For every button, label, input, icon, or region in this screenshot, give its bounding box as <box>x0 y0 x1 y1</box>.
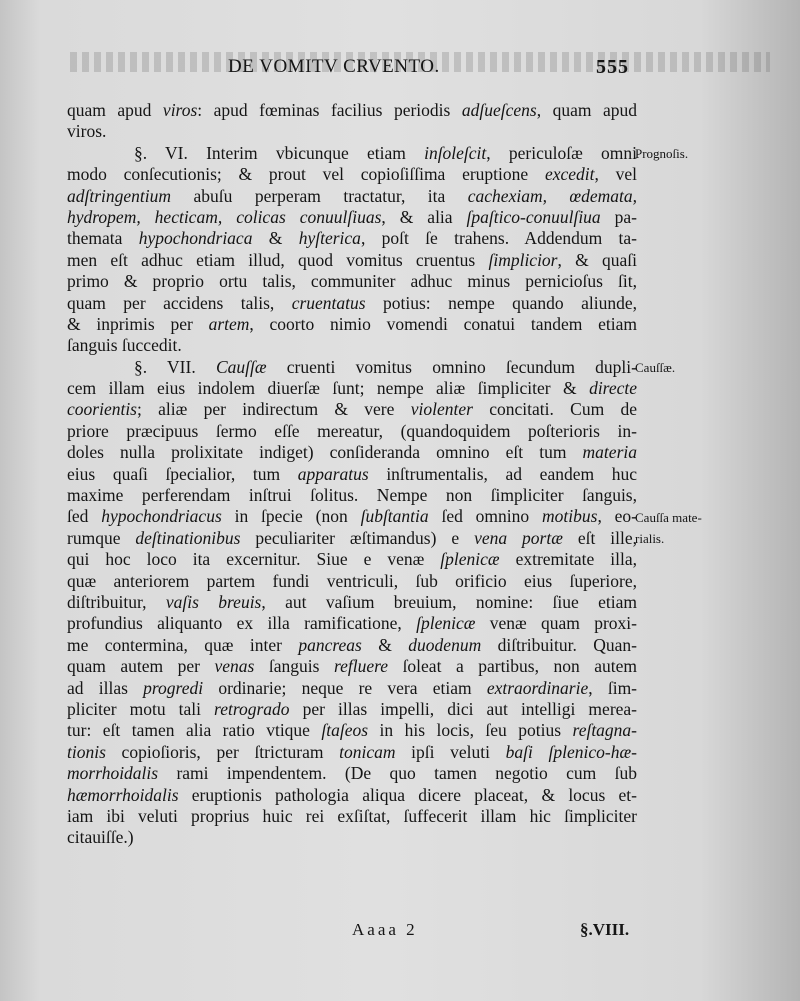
text-run: ; aliæ per indirectum & vere <box>137 399 411 420</box>
text-run: ſanguis ſuccedit. <box>67 335 182 356</box>
text-run: cem illam eius indolem diuerſæ ſunt; nempe aliæ ſimpliciter & <box>67 378 590 399</box>
text-run: ſed <box>67 506 102 527</box>
text-run: qui hoc loco ita excernitur. Siue e venæ <box>67 549 441 570</box>
page-number: 555 <box>596 56 629 78</box>
text-line <box>67 335 637 356</box>
text-line <box>67 827 637 848</box>
margin-note: Cauſſæ. <box>635 359 676 375</box>
text-line <box>67 592 637 613</box>
text-run: , vel <box>594 164 637 185</box>
margin-note: Prognoſis. <box>635 145 689 161</box>
italic-term: inſoleſcit <box>424 142 487 163</box>
italic-term: colicas conuulſiuas <box>236 206 382 227</box>
text-run: eruptionis pathologia aliqua dicere placeat, & locus et- <box>178 784 637 805</box>
italic-term: ſtaſeos <box>321 720 369 741</box>
text-line <box>67 293 637 314</box>
text-run: profundius aliquanto ex illa ramificatione, <box>67 613 417 634</box>
italic-term: violenter <box>410 399 473 420</box>
text-line <box>67 121 637 142</box>
text-run: potius: nempe quando aliunde, <box>365 292 637 313</box>
italic-term: tionis <box>67 741 106 762</box>
text-run: per illas impelli, dici aut intelligi merea- <box>289 698 638 719</box>
text-line <box>67 742 637 763</box>
text-run: ordinarie; neque re vera etiam <box>203 677 487 698</box>
italic-term: adſtringentium <box>67 185 172 206</box>
text-run: : apud fœminas facilius periodis <box>197 100 462 120</box>
text-line <box>67 228 637 249</box>
text-line <box>67 549 637 570</box>
text-run: pa- <box>600 206 637 227</box>
italic-term: morrhoidalis <box>67 763 159 784</box>
text-run: ſanguis <box>254 656 334 677</box>
italic-term: directe <box>589 378 637 399</box>
text-line <box>67 378 637 399</box>
text-run: diſtribuitur, <box>67 591 166 612</box>
text-run: extremitate illa, <box>499 549 637 570</box>
italic-term: materia <box>582 442 637 463</box>
text-line <box>67 506 637 527</box>
text-line <box>67 271 637 292</box>
text-line <box>67 100 637 121</box>
text-line <box>67 314 637 335</box>
text-run: maxime perferendam inſtrui ſolitus. Nempe non ſimpliciter ſanguis, <box>67 485 637 506</box>
text-run: , aut vaſium breuium, nomine: ſiue etiam <box>261 591 637 612</box>
italic-term: cruentatus <box>291 292 366 313</box>
italic-term: excedit <box>544 164 595 185</box>
text-run: & inprimis per <box>67 313 209 334</box>
text-run: , ſim- <box>588 677 638 698</box>
italic-term: ſimplicior <box>488 249 558 270</box>
italic-term: tonicam <box>339 741 396 762</box>
main-text-block <box>67 100 637 849</box>
italic-term: apparatus <box>297 463 369 484</box>
text-line <box>67 442 637 463</box>
italic-term: hydropem, hecticam, <box>67 206 223 227</box>
text-run: , poſt ſe trahens. Addendum ta- <box>360 228 637 249</box>
text-line <box>67 785 637 806</box>
italic-term: cachexiam, œdemata, <box>467 185 637 206</box>
text-run: doles nulla prolixitate indiget) conſideranda omnino eſt tum <box>67 442 583 463</box>
italic-term: baſi ſplenico-hæ- <box>505 741 637 762</box>
text-run: peculiariter æſtimandus) e <box>240 527 475 548</box>
text-run: & <box>252 228 299 249</box>
text-run: , quam apud <box>536 100 637 120</box>
text-run: eius quaſi ſpecialior, tum <box>67 463 298 484</box>
text-line <box>67 571 637 592</box>
text-run: tur: eſt tamen alia ratio vtique <box>67 720 322 741</box>
italic-term: refluere <box>333 656 389 677</box>
text-run <box>222 207 236 227</box>
italic-term: retrogrado <box>214 698 290 719</box>
text-run: rumque <box>67 527 136 548</box>
text-run: ipſi veluti <box>395 741 506 762</box>
text-run: , eo- <box>597 506 637 527</box>
text-line <box>67 613 637 634</box>
italic-term: ſplenicæ <box>440 549 500 570</box>
text-line <box>67 207 637 228</box>
text-run: ſed omnino <box>428 506 542 527</box>
text-run: , & quaſi <box>557 249 637 270</box>
text-run: abuſu perperam tractatur, ita <box>171 185 468 206</box>
text-run: concitati. Cum de <box>472 399 637 420</box>
margin-note: Cauſſa mate- <box>635 509 702 525</box>
text-run: eſt ille, <box>562 527 637 548</box>
text-run: §. VI. Interim vbicunque etiam <box>134 142 425 163</box>
text-run: inſtrumentalis, ad eandem huc <box>368 463 637 484</box>
text-line <box>67 699 637 720</box>
text-run: men eſt adhuc etiam illud, quod vomitus cruentus <box>67 249 489 270</box>
text-line <box>67 678 637 699</box>
text-run: priore præcipuus ſermo eſſe mereatur, (quandoquidem poſterioris in- <box>67 420 637 441</box>
text-run: & <box>361 634 409 655</box>
italic-term: duodenum <box>408 634 482 655</box>
text-line <box>67 421 637 442</box>
italic-term: deſtinationibus <box>135 527 241 548</box>
text-line <box>67 806 637 827</box>
text-run: modo conſecutionis; & prout vel copioſiſſima eruptione <box>67 164 545 185</box>
text-run: quam per accidens talis, <box>67 292 292 313</box>
text-run: venæ quam proxi- <box>475 613 637 634</box>
text-line <box>67 485 637 506</box>
text-run: themata <box>67 228 139 249</box>
text-run: primo & proprio ortu talis, communiter adhuc minus pernicioſus ſit, <box>67 271 637 292</box>
italic-term: ſpaſtico-conuulſiua <box>466 206 601 227</box>
italic-term: vena portæ <box>474 527 563 548</box>
italic-term: coorientis <box>67 399 137 420</box>
italic-term: reſtagna- <box>572 720 638 741</box>
italic-term: hypochondriaca <box>138 228 253 249</box>
text-run: viros. <box>67 121 107 142</box>
italic-term: venas <box>214 656 255 677</box>
text-line <box>67 635 637 656</box>
text-run: rami impendentem. (De quo tamen negotio cum ſub <box>158 763 637 784</box>
italic-term: pancreas <box>298 634 362 655</box>
text-run: copioſioris, per ſtricturam <box>105 741 340 762</box>
text-run: , periculoſæ omni <box>486 142 637 163</box>
text-run: ad illas <box>67 677 144 698</box>
text-run: ſoleat a partibus, non autem <box>388 656 638 677</box>
text-run: cruenti vomitus omnino ſecundum dupli- <box>266 356 637 377</box>
italic-term: hæmorrhoidalis <box>67 784 179 805</box>
text-run: diſtribuitur. Quan- <box>481 634 637 655</box>
text-run: §. VII. <box>134 356 216 377</box>
text-run: quæ anteriorem partem fundi ventriculi, ſub orificio eius ſuperiore, <box>67 570 637 591</box>
italic-term: vaſis breuis <box>165 591 262 612</box>
italic-term: Cauſſæ <box>215 356 267 377</box>
text-line <box>67 186 637 207</box>
text-line <box>67 528 637 549</box>
text-run: in ſpecie (non <box>221 506 361 527</box>
text-run: , & alia <box>381 206 467 227</box>
text-run: me contermina, quæ inter <box>67 634 299 655</box>
italic-term: hyſterica <box>298 228 361 249</box>
italic-term: ſplenicæ <box>416 613 476 634</box>
running-header: DE VOMITV CRVENTO. <box>228 56 440 77</box>
italic-term: ſubſtantia <box>360 506 429 527</box>
signature-mark: Aaaa 2 <box>352 920 418 939</box>
text-run: quam apud <box>67 100 163 120</box>
margin-note: rialis. <box>635 531 665 546</box>
italic-term: adſueſcens <box>461 100 537 120</box>
text-line <box>67 250 637 271</box>
text-line <box>67 357 637 378</box>
italic-term: artem <box>208 313 250 334</box>
text-run: citauiſſe.) <box>67 827 134 848</box>
italic-term: progredi <box>143 677 204 698</box>
italic-term: viros <box>162 100 198 120</box>
text-line <box>67 143 637 164</box>
text-line <box>67 464 637 485</box>
text-line <box>67 763 637 784</box>
italic-term: motibus <box>542 506 598 527</box>
catchword: §.VIII. <box>580 920 630 939</box>
text-line <box>67 399 637 420</box>
text-run: pliciter motu tali <box>67 698 215 719</box>
italic-term: hypochondriacus <box>101 506 222 527</box>
text-run: iam ibi veluti proprius huic rei exſiſtat, ſuffecerit illam hic ſimpliciter <box>67 805 637 826</box>
italic-term: extraordinarie <box>486 677 589 698</box>
text-run: quam autem per <box>67 656 215 677</box>
text-line <box>67 720 637 741</box>
text-run: , coorto nimio vomendi conatui tandem etiam <box>249 313 637 334</box>
text-line <box>67 656 637 677</box>
text-run: in his locis, ſeu potius <box>368 720 573 741</box>
text-line <box>67 164 637 185</box>
